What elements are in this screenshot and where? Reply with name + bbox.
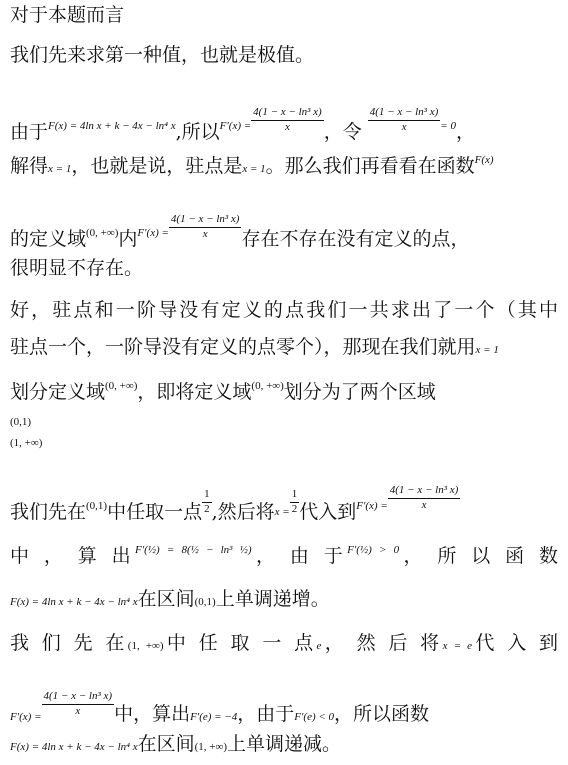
text: ，所以函数 — [334, 702, 430, 725]
fraction-denominator: x — [401, 120, 407, 133]
text: 上单调递增。 — [215, 588, 330, 610]
text: 上单调递减。 — [226, 733, 341, 755]
text: 中任取一点 — [107, 500, 203, 523]
text: 驻点一个，一阶导没有定义的点零个），那现在我们就用 — [10, 336, 476, 358]
math-fraction — [251, 106, 324, 135]
line-8 — [10, 338, 499, 357]
fraction-numerator: 1 — [290, 488, 300, 503]
math-interval: (1, +∞) — [194, 741, 227, 753]
interval-item: (1, +∞) — [10, 437, 43, 449]
fraction-denominator: x — [75, 704, 81, 717]
fraction-denominator: 2 — [204, 502, 210, 515]
text: ，也就是说，驻点是 — [71, 155, 243, 177]
math-calculation: F′(e) = −4 — [190, 710, 238, 723]
text: 由于 — [10, 120, 49, 143]
text: 存在不存在没有定义的点， — [241, 227, 470, 250]
text: ，令 — [323, 120, 362, 143]
text: ,所以 — [175, 120, 220, 143]
fraction-denominator: 2 — [291, 502, 298, 515]
math-fraction — [42, 690, 115, 719]
text: 划分定义域 — [10, 381, 106, 403]
line-7 — [10, 301, 558, 320]
line-9 — [10, 381, 436, 402]
line-15 — [10, 735, 341, 754]
text: 代 入 到 — [472, 632, 559, 654]
text: 中 ， 算 出 — [10, 545, 136, 567]
fraction-numerator: 4(1 − x − ln³ x) — [169, 213, 242, 228]
math-f-definition: F(x) = 4ln x + k − 4x − ln⁴ x — [48, 119, 176, 132]
math-calculation: F′(½) = 8(½ − ln³ ½) — [135, 544, 252, 556]
interval-item: (0,1) — [10, 416, 32, 428]
text: 中 任 取 一 点 — [163, 632, 317, 654]
math-domain: (0, +∞) — [105, 380, 138, 392]
text: ， — [455, 120, 475, 143]
text: 对于本题而言 — [10, 4, 125, 26]
math-interval: (0,1) — [86, 499, 108, 512]
line-4 — [10, 155, 494, 176]
fraction-numerator: 4(1 − x − ln³ x) — [42, 690, 115, 705]
fraction-numerator: 1 — [202, 488, 212, 503]
line-3 — [10, 106, 475, 142]
math-interval: (0,1) — [194, 596, 216, 608]
math-x-equals-e: x = e — [442, 640, 473, 652]
text: ， 由 于 — [251, 545, 348, 567]
math-derivative-lhs: F′(x) = — [356, 499, 388, 512]
math-domain: (0, +∞) — [86, 226, 119, 239]
math-domain: (0, +∞) — [251, 380, 284, 392]
math-condition: F′(½) > 0 — [347, 544, 400, 556]
math-solution: x = 1 — [48, 163, 72, 175]
math-fraction — [169, 213, 242, 242]
line-12 — [10, 590, 330, 609]
math-function: F(x) — [474, 154, 494, 166]
text: 很明显不存在。 — [10, 257, 144, 279]
text: 内 — [118, 227, 138, 250]
line-2 — [10, 46, 314, 65]
math-derivative-lhs: F′(x) = — [10, 710, 42, 723]
math-half — [290, 488, 300, 517]
math-f-definition: F(x) = 4ln x + k − 4x − ln⁴ x — [10, 741, 138, 753]
math-interval: (1, +∞) — [127, 640, 164, 652]
fraction-numerator: 4(1 − x − ln³ x) — [388, 484, 461, 499]
fraction-denominator: x — [202, 227, 208, 240]
line-10 — [10, 484, 460, 522]
text: 代入到 — [299, 500, 357, 523]
text: ，由于 — [237, 702, 295, 725]
fraction-denominator: x — [285, 120, 290, 133]
text: ,然后将 — [211, 500, 275, 523]
text: 我们先在 — [10, 500, 87, 523]
math-solution: x = 1 — [242, 163, 266, 175]
fraction-denominator: x — [421, 498, 427, 511]
math-x-equals-1: x = 1 — [475, 344, 499, 356]
text: 我们先来求第一种值，也就是极值。 — [10, 44, 315, 66]
text: 中，算出 — [114, 702, 191, 725]
line-13 — [10, 634, 558, 653]
math-half — [202, 488, 212, 517]
fraction-numerator: 4(1 − x − ln³ x) — [251, 106, 324, 121]
text: 在区间 — [137, 733, 195, 755]
math-fraction — [368, 106, 441, 135]
text: 在区间 — [137, 588, 195, 610]
text: 好，驻点和一阶导没有定义的点我们一共求出了一个（其中 — [10, 299, 558, 321]
math-f-definition: F(x) = 4ln x + k − 4x − ln⁴ x — [10, 596, 138, 608]
text: 。那么我们再看看在函数 — [265, 155, 475, 177]
text: 划分为了两个区域 — [283, 381, 436, 403]
math-derivative-lhs: F′(x) = — [219, 119, 252, 132]
line-5 — [10, 213, 469, 249]
math-condition: F′(e) < 0 — [294, 710, 335, 723]
math-derivative-lhs: F′(x) = — [137, 226, 169, 239]
line-14 — [10, 690, 429, 724]
text: ， 然 后 将 — [321, 632, 443, 654]
math-x-equals: x = — [274, 505, 290, 518]
line-1 — [10, 6, 124, 25]
fraction-numerator: 4(1 − x − ln³ x) — [368, 106, 441, 121]
text: ，即将定义域 — [137, 381, 252, 403]
math-fraction — [388, 484, 461, 513]
text: 我 们 先 在 — [10, 632, 128, 654]
line-11 — [10, 545, 558, 566]
line-6 — [10, 259, 143, 278]
text: ， 所 以 函 数 — [399, 545, 558, 567]
math-equals-zero: = 0 — [440, 119, 456, 132]
text: 的定义域 — [10, 227, 87, 250]
math-e: e — [316, 640, 322, 652]
text: 解得 — [10, 155, 49, 177]
